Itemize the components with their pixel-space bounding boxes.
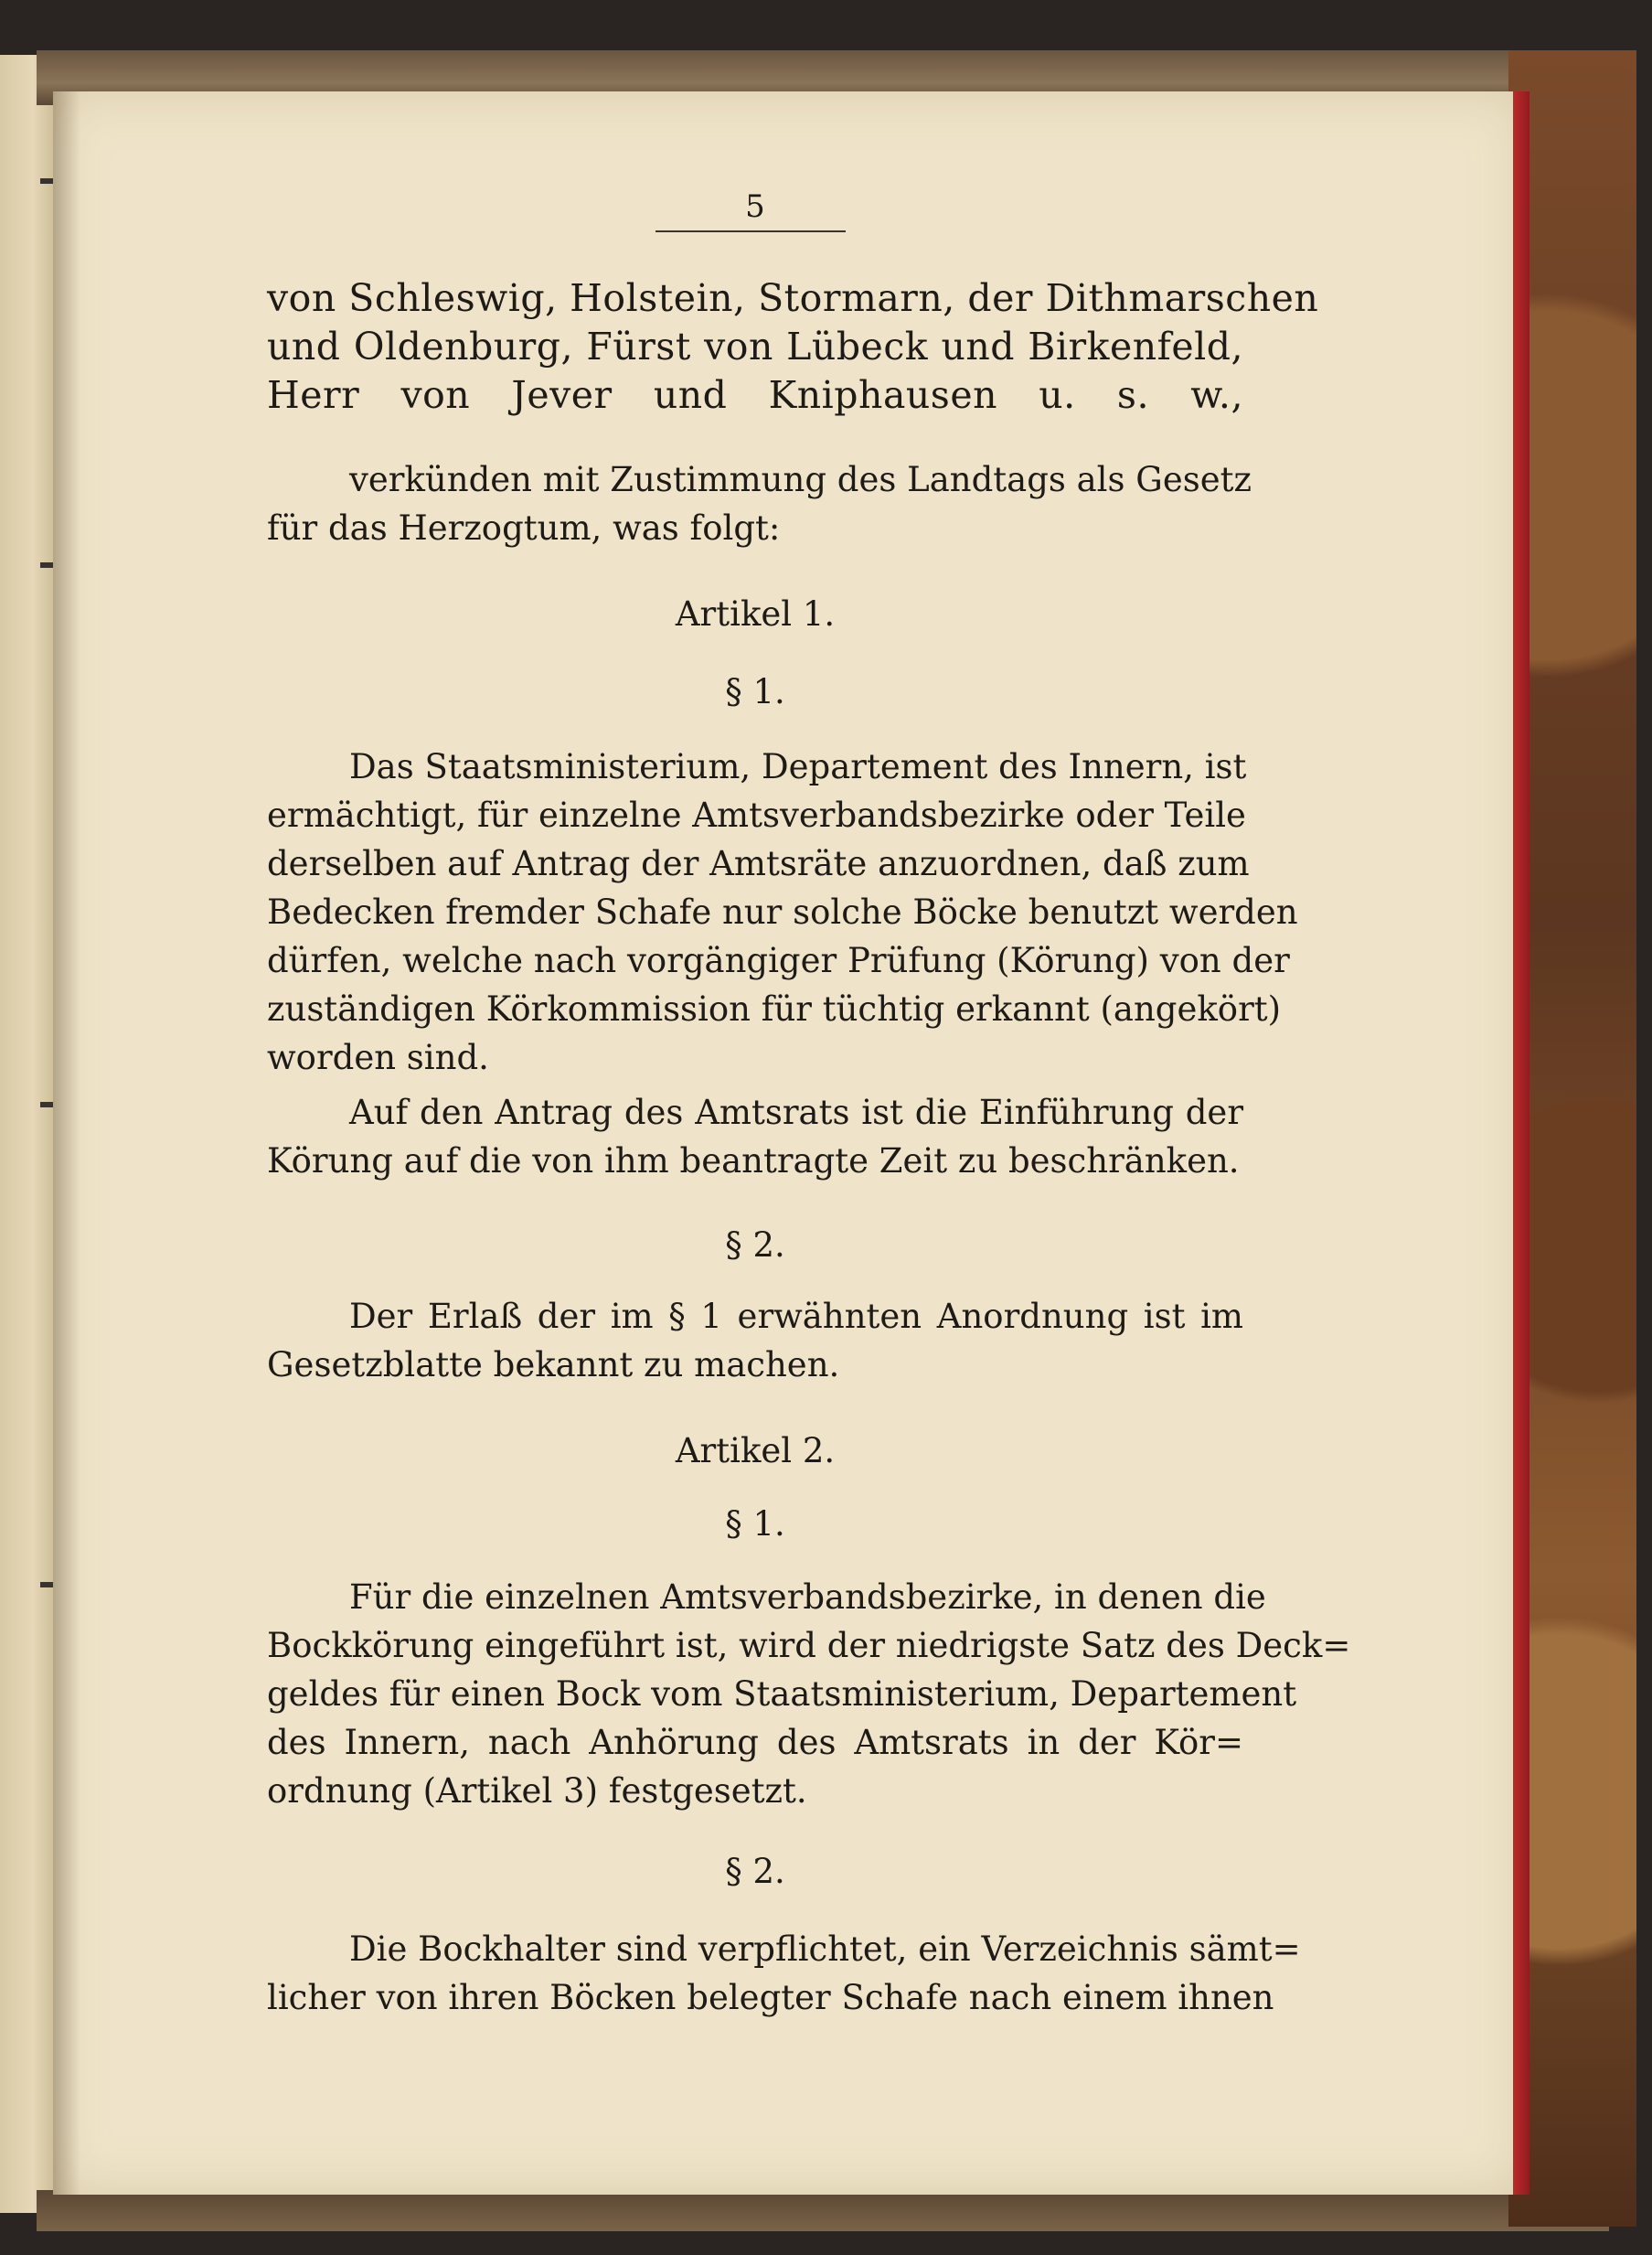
section-heading: § 1. xyxy=(725,672,785,711)
article-heading: Artikel 2. xyxy=(675,1431,836,1470)
text-line: Bockkörung eingeführt ist, wird der niedrigste Satz des Deck= xyxy=(267,1626,1351,1665)
text-line: Der Erlaß der im § 1 erwähnten Anordnung ist im xyxy=(349,1297,1243,1336)
page-edge-mark xyxy=(40,1102,53,1107)
red-page-edge xyxy=(1513,91,1529,2195)
left-facing-page-edge xyxy=(0,55,58,2213)
text-line: für das Herzogtum, was folgt: xyxy=(267,508,781,548)
page-edge-mark xyxy=(40,178,53,184)
title-line: von Schleswig, Holstein, Stormarn, der Dithmarschen xyxy=(267,276,1319,320)
book-cover-bottom xyxy=(37,2190,1609,2231)
text-line: worden sind. xyxy=(267,1038,489,1077)
text-line: des Innern, nach Anhörung des Amtsrats in der Kör= xyxy=(267,1723,1243,1762)
page-number-rule xyxy=(655,230,846,232)
page-edge-mark xyxy=(40,1582,53,1587)
gutter-shadow xyxy=(53,91,80,2195)
title-line: Herr von Jever und Kniphausen u. s. w., xyxy=(267,373,1243,417)
text-line: Das Staatsministerium, Departement des Innern, ist xyxy=(349,747,1247,786)
text-line: Gesetzblatte bekannt zu machen. xyxy=(267,1345,840,1384)
text-line: verkünden mit Zustimmung des Landtags als Gesetz xyxy=(349,460,1252,499)
text-line: ermächtigt, für einzelne Amtsverbandsbezirke oder Teile xyxy=(267,796,1246,835)
text-line: licher von ihren Böcken belegter Schafe nach einem ihnen xyxy=(267,1978,1274,2017)
section-heading: § 1. xyxy=(725,1504,785,1544)
text-line: Bedecken fremder Schafe nur solche Böcke benutzt werden xyxy=(267,892,1298,932)
text-line: geldes für einen Bock vom Staatsministerium, Departement xyxy=(267,1674,1297,1714)
text-line: Die Bockhalter sind verpflichtet, ein Verzeichnis sämt= xyxy=(349,1929,1301,1969)
title-line: und Oldenburg, Fürst von Lübeck und Birkenfeld, xyxy=(267,325,1243,369)
text-line: derselben auf Antrag der Amtsräte anzuordnen, daß zum xyxy=(267,844,1250,883)
text-line: zuständigen Körkommission für tüchtig erkannt (angekört) xyxy=(267,989,1282,1029)
text-line: Körung auf die von ihm beantragte Zeit zu beschränken. xyxy=(267,1141,1240,1181)
section-heading: § 2. xyxy=(725,1852,785,1891)
text-line: Für die einzelnen Amtsverbandsbezirke, in denen die xyxy=(349,1577,1266,1617)
text-line: ordnung (Artikel 3) festgesetzt. xyxy=(267,1771,807,1811)
page-edge-mark xyxy=(40,562,53,568)
page-number: 5 xyxy=(745,188,765,225)
text-line: dürfen, welche nach vorgängiger Prüfung (Körung) von der xyxy=(267,941,1290,980)
text-line: Auf den Antrag des Amtsrats ist die Einführung der xyxy=(349,1093,1243,1132)
article-heading: Artikel 1. xyxy=(675,594,836,634)
section-heading: § 2. xyxy=(725,1225,785,1265)
